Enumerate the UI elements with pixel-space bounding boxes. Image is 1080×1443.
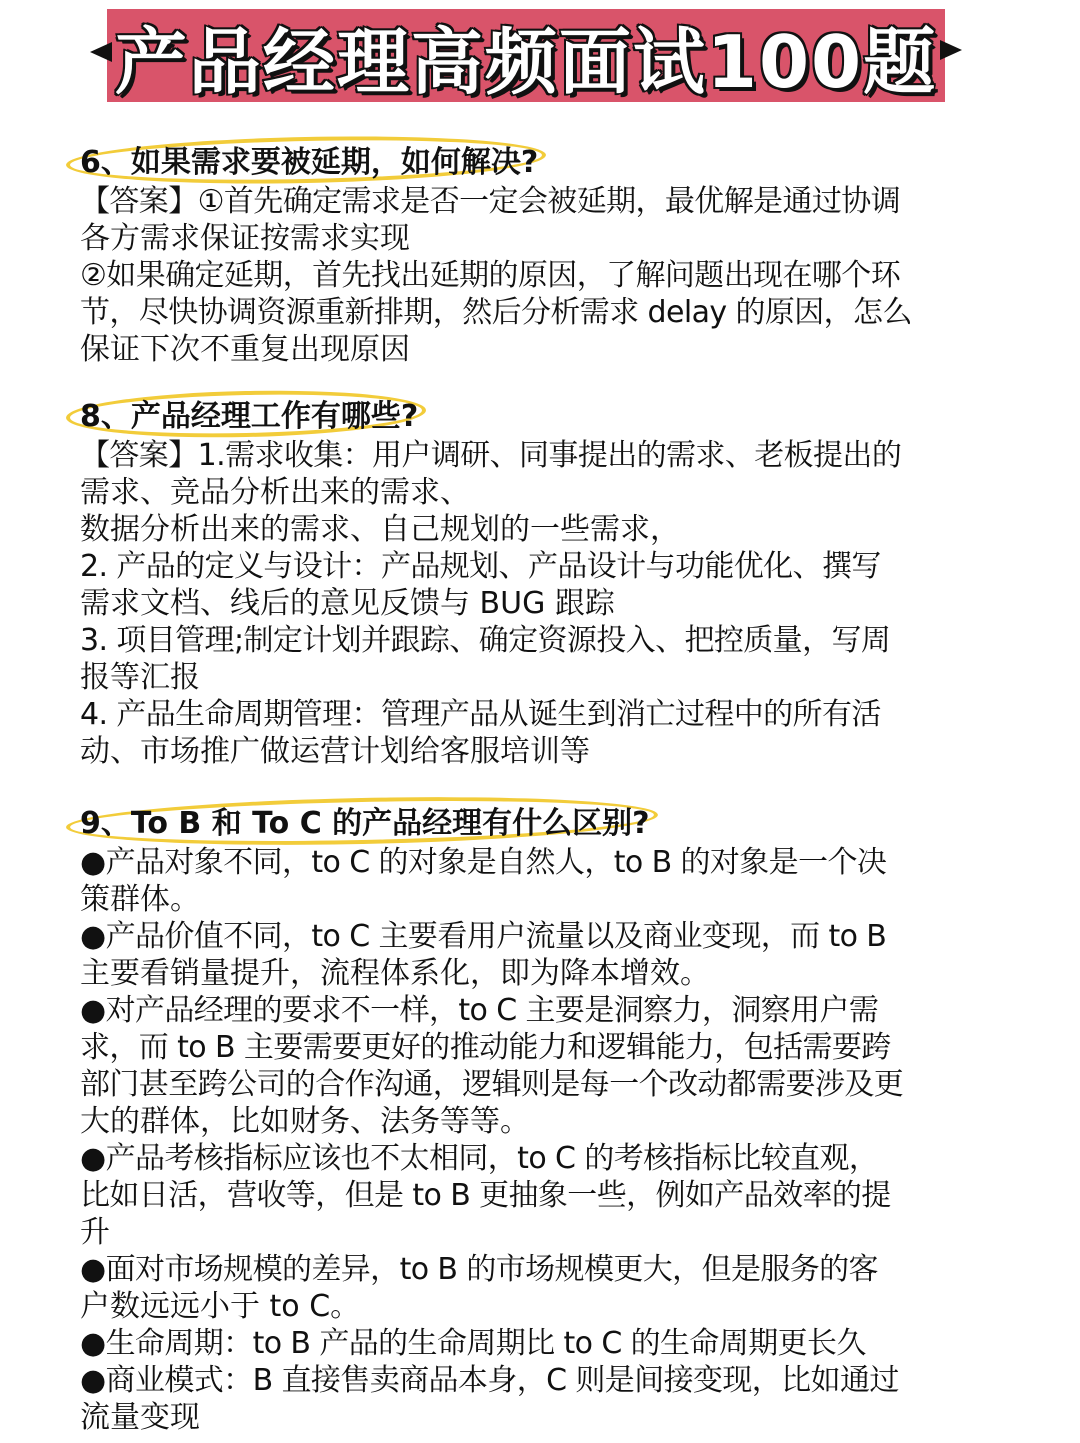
answer-line: ②如果确定延期，首先找出延期的原因，了解问题出现在哪个环 [80,258,901,293]
answer-line: ●产品对象不同，to C 的对象是自然人，to B 的对象是一个决 [80,845,887,880]
answer-line: 数据分析出来的需求、自己规划的一些需求， [80,512,680,547]
answer-line: ●产品价值不同，to C 主要看用户流量以及商业变现，而 to B [80,919,887,954]
question-heading [80,804,650,844]
answer-line: 流量变现 [80,1400,200,1435]
answer-line: 策群体。 [80,882,200,917]
question-heading [80,397,418,437]
title-banner [107,9,945,102]
question-section-8 [80,397,960,770]
answer-line: 【答案】1.需求收集：用户调研、同事提出的需求、老板提出的 [80,438,902,473]
answer-line: 报等汇报 [80,660,200,695]
answer-line: 户数远远小于 to C。 [80,1289,361,1324]
answer-line: 求，而 to B 主要需要更好的推动能力和逻辑能力，包括需要跨 [80,1030,891,1065]
answer-line: 升 [80,1215,110,1250]
answer-line: ●面对市场规模的差异，to B 的市场规模更大，但是服务的客 [80,1252,878,1287]
answer-line: 主要看销量提升，流程体系化，即为降本增效。 [80,956,710,991]
answer-line: ●对产品经理的要求不一样，to C 主要是洞察力，洞察用户需 [80,993,879,1028]
question-heading-text: 6、如果需求要被延期，如何解决? [80,145,539,180]
answer-line: 比如日活，营收等，但是 to B 更抽象一些，例如产品效率的提 [80,1178,891,1213]
answer-line: 3. 项目管理;制定计划并跟踪、确定资源投入、把控质量，写周 [80,623,891,658]
answer-line: 需求文档、线后的意见反馈与 BUG 跟踪 [80,586,615,621]
question-heading-text: 8、产品经理工作有哪些? [80,399,419,434]
page-title: 产品经理高频面试100题 [114,19,938,104]
answer-line: 【答案】①首先确定需求是否一定会被延期，最优解是通过协调 [80,184,901,219]
answer-line: 大的群体，比如财务、法务等等。 [80,1104,530,1139]
answer-line: 节，尽快协调资源重新排期，然后分析需求 delay 的原因，怎么 [80,295,912,330]
answer-line: 部门甚至跨公司的合作沟通，逻辑则是每一个改动都需要涉及更 [80,1067,904,1102]
answer-line: 4. 产品生命周期管理：管理产品从诞生到消亡过程中的所有活 [80,697,881,732]
sparkle-left-icon [90,42,112,62]
answer-line: 各方需求保证按需求实现 [80,221,410,256]
answer-line: 保证下次不重复出现原因 [80,332,410,367]
answer-line: ●产品考核指标应该也不太相同，to C 的考核指标比较直观， [80,1141,879,1176]
question-heading [80,143,538,183]
question-section-9 [80,804,960,1436]
answer-line: ●商业模式：B 直接售卖商品本身，C 则是间接变现，比如通过 [80,1363,899,1398]
answer-line: 2. 产品的定义与设计：产品规划、产品设计与功能优化、撰写 [80,549,881,584]
answer-line: 需求、竞品分析出来的需求、 [80,475,470,510]
answer-line: 动、市场推广做运营计划给客服培训等 [80,734,590,769]
question-section-6 [80,143,960,368]
answer-line: ●生命周期：to B 产品的生命周期比 to C 的生命周期更长久 [80,1326,866,1361]
sparkle-right-icon [940,40,962,60]
question-heading-text: 9、To B 和 To C 的产品经理有什么区别? [80,806,650,841]
